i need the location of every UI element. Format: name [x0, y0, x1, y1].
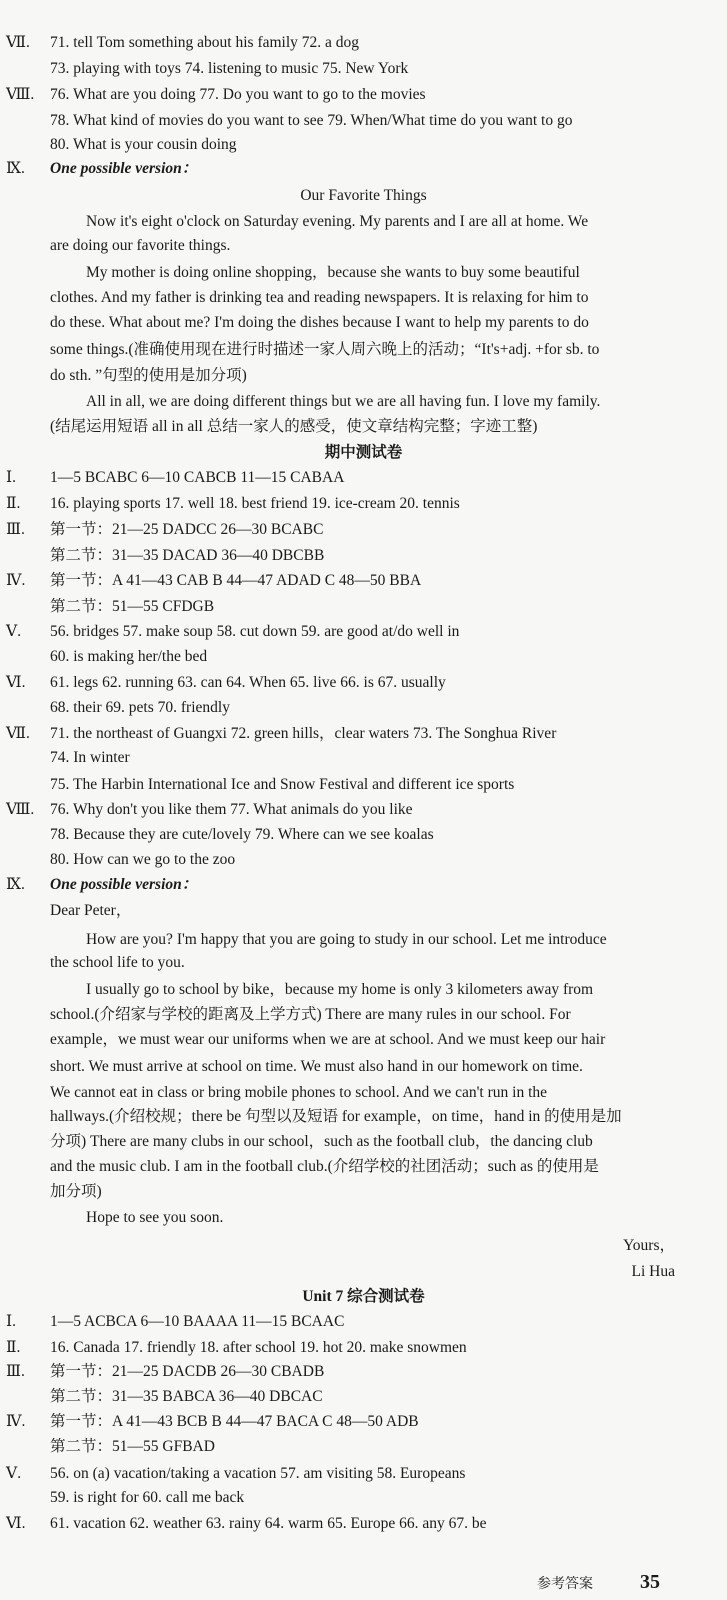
section-label: Ⅴ.	[6, 623, 22, 640]
answer-line: 60. is making her/the bed	[50, 648, 208, 665]
section-label: Ⅳ.	[6, 572, 26, 589]
answer-line: 16. playing sports 17. well 18. best friend 19. ice-cream 20. tennis	[50, 495, 460, 512]
essay-title: Our Favorite Things	[300, 187, 427, 204]
essay-note: (结尾运用短语 all in all 总结一家人的感受，使文章结构完整；字迹工整)	[50, 418, 538, 435]
letter-closing: Yours，	[623, 1237, 675, 1254]
letter-line: How are you? I'm happy that you are going to study in our school. Let me introduce	[86, 931, 607, 948]
section-label: Ⅷ.	[6, 801, 35, 818]
answer-line: 78. What kind of movies do you want to see 79. When/What time do you want to go	[50, 112, 573, 129]
answer-line: 76. What are you doing 77. Do you want to go to the movies	[50, 86, 426, 103]
test-heading: Unit 7 综合测试卷	[302, 1288, 425, 1305]
essay-line: Now it's eight o'clock on Saturday evening. My parents and I are all at home. We	[86, 213, 589, 230]
page-footer-label: 参考答案	[537, 1577, 593, 1592]
letter-line: the school life to you.	[50, 954, 185, 971]
section-label: Ⅴ.	[6, 1465, 22, 1482]
letter-line: and the music club. I am in the football club.(介绍学校的社团活动；such as 的使用是	[50, 1158, 599, 1175]
letter-line: 加分项)	[50, 1183, 102, 1200]
letter-line: hallways.(介绍校规；there be 句型以及短语 for example，on time，hand in 的使用是加	[50, 1108, 622, 1125]
letter-line: 分项) There are many clubs in our school，such as the football club，the dancing club	[50, 1133, 593, 1150]
letter-line: short. We must arrive at school on time. We must also hand in our homework on time.	[50, 1058, 583, 1075]
section-label: Ⅳ.	[6, 1413, 26, 1430]
letter-line: We cannot eat in class or bring mobile phones to school. And we can't run in the	[50, 1084, 547, 1101]
letter-salutation: Dear Peter，	[50, 902, 132, 919]
answer-line: 80. What is your cousin doing	[50, 136, 237, 153]
page-number: 35	[640, 1571, 660, 1593]
section-label: Ⅶ.	[6, 34, 30, 51]
answer-line: 71. the northeast of Guangxi 72. green hills，clear waters 73. The Songhua River	[50, 725, 557, 742]
answer-line: 71. tell Tom something about his family 72. a dog	[50, 34, 360, 51]
answer-line: 第一节：21—25 DADCC 26—30 BCABC	[50, 521, 324, 538]
answer-line: 59. is right for 60. call me back	[50, 1489, 245, 1506]
version-label: One possible version：	[50, 160, 198, 177]
answer-line: 第一节：A 41—43 CAB B 44—47 ADAD C 48—50 BBA	[50, 572, 422, 589]
section-label: Ⅱ.	[6, 1339, 21, 1356]
section-label: Ⅸ.	[6, 160, 25, 177]
section-label: Ⅷ.	[6, 86, 35, 103]
letter-signature: Li Hua	[631, 1263, 675, 1280]
answer-line: 第二节：31—35 BABCA 36—40 DBCAC	[50, 1388, 323, 1405]
test-heading: 期中测试卷	[324, 444, 403, 461]
letter-line: school.(介绍家与学校的距离及上学方式) There are many rules in our school. For	[50, 1006, 571, 1023]
section-label: Ⅲ.	[6, 521, 25, 538]
section-label: Ⅶ.	[6, 725, 30, 742]
essay-line: some things.(准确使用现在进行时描述一家人周六晚上的活动；“It's+adj. +for sb. to	[50, 341, 600, 358]
letter-line: I usually go to school by bike，because my home is only 3 kilometers away from	[86, 981, 594, 998]
letter-line: example，we must wear our uniforms when we are at school. And we must keep our hair	[50, 1031, 606, 1048]
essay-line: My mother is doing online shopping，because she wants to buy some beautiful	[86, 264, 580, 281]
section-label: Ⅰ.	[6, 1313, 16, 1330]
essay-line: clothes. And my father is drinking tea and reading newspapers. It is relaxing for him to	[50, 289, 589, 306]
answer-line: 76. Why don't you like them 77. What animals do you like	[50, 801, 413, 818]
essay-line: are doing our favorite things.	[50, 237, 231, 254]
answer-line: 1—5 BCABC 6—10 CABCB 11—15 CABAA	[50, 469, 345, 486]
answer-line: 75. The Harbin International Ice and Snow Festival and different ice sports	[50, 776, 515, 793]
section-label: Ⅲ.	[6, 1363, 25, 1380]
section-label: Ⅰ.	[6, 469, 16, 486]
section-label: Ⅸ.	[6, 876, 25, 893]
essay-line: All in all, we are doing different things but we are all having fun. I love my family.	[86, 393, 601, 410]
answer-line: 第二节：51—55 CFDGB	[50, 598, 215, 615]
answer-line: 78. Because they are cute/lovely 79. Where can we see koalas	[50, 826, 434, 843]
answer-line: 56. on (a) vacation/taking a vacation 57. am visiting 58. Europeans	[50, 1465, 466, 1482]
answer-line: 74. In winter	[50, 749, 130, 766]
answer-line: 56. bridges 57. make soup 58. cut down 59. are good at/do well in	[50, 623, 460, 640]
answer-line: 第二节：31—35 DACAD 36—40 DBCBB	[50, 547, 325, 564]
section-label: Ⅱ.	[6, 495, 21, 512]
answer-line: 80. How can we go to the zoo	[50, 851, 236, 868]
version-label: One possible version：	[50, 876, 198, 893]
essay-line: do sth. ”句型的使用是加分项)	[50, 367, 247, 384]
essay-line: do these. What about me? I'm doing the dishes because I want to help my parents to do	[50, 314, 589, 331]
answer-line: 第一节：21—25 DACDB 26—30 CBADB	[50, 1363, 325, 1380]
answer-line: 68. their 69. pets 70. friendly	[50, 699, 230, 716]
answer-line: 第二节：51—55 GFBAD	[50, 1438, 215, 1455]
answer-line: 1—5 ACBCA 6—10 BAAAA 11—15 BCAAC	[50, 1313, 345, 1330]
answer-line: 73. playing with toys 74. listening to music 75. New York	[50, 60, 409, 77]
letter-line: Hope to see you soon.	[86, 1209, 224, 1226]
answer-line: 第一节：A 41—43 BCB B 44—47 BACA C 48—50 ADB	[50, 1413, 419, 1430]
section-label: Ⅵ.	[6, 674, 26, 691]
answer-line: 16. Canada 17. friendly 18. after school 19. hot 20. make snowmen	[50, 1339, 467, 1356]
section-label: Ⅵ.	[6, 1515, 26, 1532]
answer-line: 61. legs 62. running 63. can 64. When 65. live 66. is 67. usually	[50, 674, 446, 691]
answer-line: 61. vacation 62. weather 63. rainy 64. warm 65. Europe 66. any 67. be	[50, 1515, 487, 1532]
